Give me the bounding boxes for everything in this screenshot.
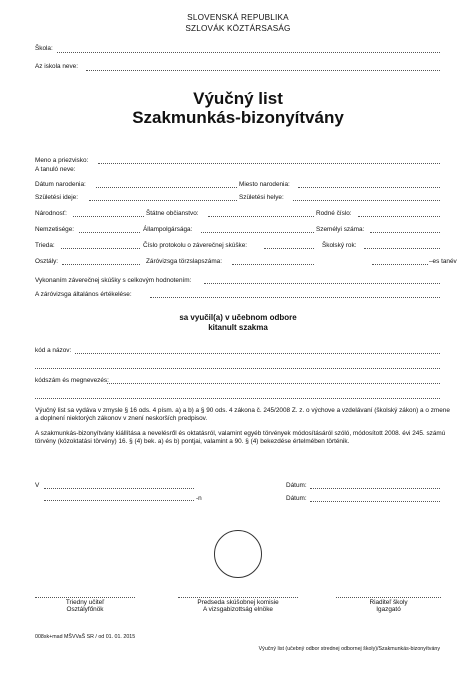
country-name-sk: SLOVENSKÁ REPUBLIKA [187, 13, 289, 22]
legal-text-sk: Výučný list sa vydáva v zmysle § 16 ods. 4 písm. a) a b) a § 90 ods. 4 zákona č. 245/2008 Z. z. o výchove a vzdelávaní (školský zákon) a o zmene a doplnení niektorých zákonov v znení neskorších predpisov. [35, 407, 450, 423]
name-label-hu: A tanuló neve: [35, 166, 76, 173]
footer-document-type: Výučný list (učebný odbor strednej odbornej školy)/Szakmunkás-bizonyítvány [258, 646, 440, 652]
birth-date-field[interactable] [96, 187, 237, 188]
footer-form-code: 008sk+mad MŠVVaŠ SR / od 01. 01. 2015 [35, 634, 136, 640]
citizenship-label-hu: Állampolgársága: [143, 226, 193, 233]
school-year-field-hu[interactable] [372, 264, 428, 265]
birth-date-field-hu[interactable] [89, 200, 237, 201]
nationality-label-hu: Nemzetisége: [35, 226, 75, 233]
name-label: Meno a priezvisko: [35, 157, 89, 164]
school-year-field[interactable] [364, 248, 440, 249]
birth-date-label: Dátum narodenia: [35, 181, 86, 188]
document-subtitle: Szakmunkás-bizonyítvány [132, 108, 344, 127]
school-label: Škola: [35, 45, 53, 52]
protocol-field-hu[interactable] [232, 264, 314, 265]
nationality-field-hu[interactable] [79, 232, 140, 233]
date-label-hu: Dátum: [286, 495, 307, 502]
country-name-hu: SZLOVÁK KÖZTÁRSASÁG [185, 24, 291, 33]
field-code-label: kód a názov: [35, 347, 72, 354]
protocol-label: Číslo protokolu o záverečnej skúške: [143, 242, 248, 249]
school-field[interactable] [57, 52, 440, 53]
director-title-hu: Igazgató [376, 606, 401, 613]
place-suffix: -n [196, 495, 202, 502]
place-label: V [35, 482, 40, 489]
citizenship-label: Štátne občianstvo: [146, 210, 199, 217]
id-number-label-hu: Személyi száma: [316, 226, 365, 233]
overall-result-field-hu[interactable] [150, 297, 440, 298]
legal-text-hu: A szakmunkás-bizonyítvány kiállítása a nevelésről és oktatásról, valamint egyéb törvények módosításáról szóló, módosított 2008. évi 245. számú törvény (közoktatási törvény) 16. § (4) bek. a) és b) pontjai, valamint a 90. § (4) bekezdése értelmében történik. [35, 430, 446, 446]
place-field[interactable] [44, 488, 194, 489]
director-title: Riaditeľ školy [369, 599, 408, 606]
nationality-label: Národnosť: [35, 210, 67, 217]
trained-heading: sa vyučil(a) v učebnom odbore [179, 313, 297, 322]
chair-signature-line[interactable] [178, 597, 298, 598]
school-field-hu[interactable] [86, 70, 440, 71]
school-year-suffix-hu: –es tanév [429, 258, 457, 265]
nationality-field[interactable] [73, 216, 144, 217]
overall-result-field[interactable] [204, 283, 440, 284]
teacher-title-hu: Osztályfőnök [66, 606, 104, 613]
citizenship-field[interactable] [208, 216, 314, 217]
date-field[interactable] [310, 488, 440, 489]
birth-place-field-hu[interactable] [293, 200, 440, 201]
class-field[interactable] [61, 248, 140, 249]
name-field[interactable] [98, 163, 440, 164]
protocol-label-hu: Záróvizsga törzslapszáma: [146, 258, 223, 265]
class-label: Trieda: [35, 242, 55, 249]
trained-heading-hu: kitanult szakma [208, 323, 268, 332]
id-number-field-hu[interactable] [370, 232, 440, 233]
birth-number-field[interactable] [358, 216, 440, 217]
date-label: Dátum: [286, 482, 307, 489]
date-field-hu[interactable] [310, 501, 440, 502]
field-code-field[interactable] [75, 353, 440, 354]
field-code-field-hu[interactable] [107, 383, 440, 384]
director-signature-line[interactable] [336, 597, 441, 598]
birth-date-label-hu: Születési ideje: [35, 194, 78, 201]
teacher-title: Triedny učiteľ [65, 599, 105, 606]
overall-result-label: Vykonaním záverečnej skúšky s celkovým hodnotením: [35, 277, 192, 284]
chair-title: Predseda skúšobnej komisie [197, 599, 279, 606]
class-label-hu: Osztály: [35, 258, 59, 265]
document-title: Výučný list [193, 89, 283, 108]
teacher-signature-line[interactable] [35, 597, 135, 598]
school-year-label: Školský rok: [322, 242, 357, 249]
field-code-label-hu: kódszám és megnevezés: [35, 377, 109, 384]
birth-place-label: Miesto narodenia: [239, 181, 290, 188]
official-stamp-circle [214, 530, 262, 578]
field-code-field-2[interactable] [35, 368, 440, 369]
place-field-2[interactable] [44, 500, 194, 501]
class-field-hu[interactable] [62, 264, 140, 265]
birth-number-label: Rodné číslo: [316, 210, 352, 217]
birth-place-label-hu: Születési helye: [239, 194, 284, 201]
chair-title-hu: A vizsgabizottság elnöke [203, 606, 273, 613]
citizenship-field-hu[interactable] [201, 232, 314, 233]
overall-result-label-hu: A záróvizsga általános értékelése: [35, 291, 132, 298]
school-label-hu: Az iskola neve: [35, 63, 78, 70]
field-code-field-hu-2[interactable] [35, 398, 440, 399]
birth-place-field[interactable] [298, 187, 440, 188]
protocol-field[interactable] [264, 248, 314, 249]
